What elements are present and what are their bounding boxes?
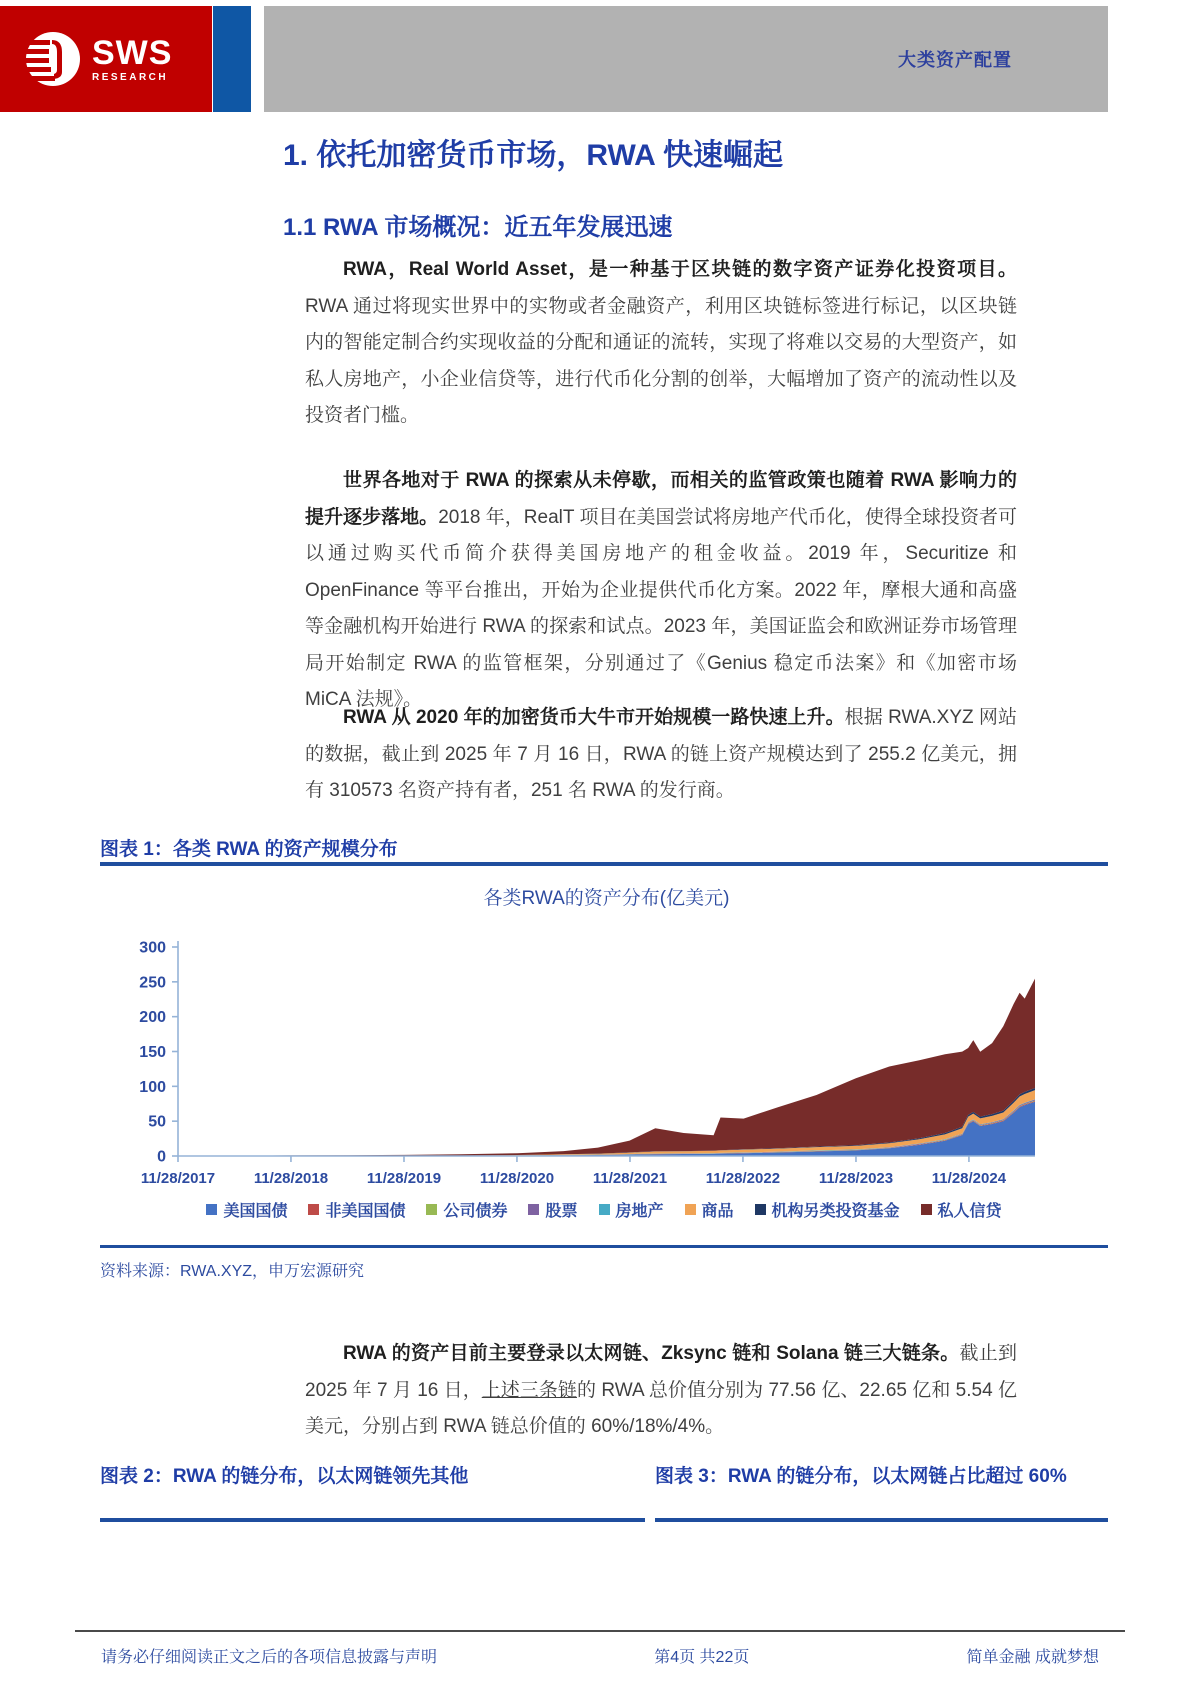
legend-swatch <box>599 1204 610 1215</box>
figure3-caption: 图表 3：RWA 的链分布，以太网链占比超过 60% <box>655 1466 1067 1487</box>
x-tick-label: 11/28/2019 <box>366 1170 442 1187</box>
footer-slogan: 简单金融 成就梦想 <box>966 1649 1099 1666</box>
paragraph-lead-bold: RWA 的资产目前主要登录以太网链、Zksync 链和 Solana 链三大链条。 <box>343 1343 960 1364</box>
footer-page-number: 第4页 共22页 <box>654 1649 750 1666</box>
legend-item-4 <box>599 1198 664 1221</box>
legend-label: 美国国债 <box>223 1203 288 1220</box>
y-tick-label: 200 <box>139 1009 166 1027</box>
legend-swatch <box>685 1204 696 1215</box>
figure1-caption: 图表 1：各类 RWA 的资产规模分布 <box>100 839 398 860</box>
legend-item-1 <box>308 1198 405 1221</box>
paragraph-lead-bold: RWA，Real World Asset，是一种基于区块链的数字资产证券化投资项目。 <box>343 259 1017 280</box>
figure1-bottom-rule <box>100 1245 1108 1248</box>
figure1-caption-rule <box>100 862 1108 866</box>
paragraph-regulation-history <box>305 463 1017 719</box>
sws-logo <box>22 28 172 90</box>
legend-swatch <box>206 1204 217 1215</box>
legend-label: 机构另类投资基金 <box>771 1203 900 1220</box>
x-tick-label: 11/28/2023 <box>818 1170 894 1187</box>
paragraph-lead-bold: 世界各地对于 RWA 的探索从未停歇，而相关的监管政策也随着 RWA 影响力的提升逐步落地。 <box>305 470 1017 528</box>
footer <box>75 1644 1125 1667</box>
legend-item-5 <box>685 1198 734 1221</box>
y-tick-label: 0 <box>157 1148 166 1166</box>
sws-logo-icon <box>22 28 84 90</box>
legend-item-0 <box>206 1198 287 1221</box>
legend-label: 商品 <box>701 1203 734 1220</box>
x-tick-label: 11/28/2022 <box>705 1170 781 1187</box>
paragraph-rwa-definition <box>305 252 1017 435</box>
legend-label: 房地产 <box>615 1203 664 1220</box>
paragraph-body-text: 截止到 2025 年 7 月 16 日， <box>305 1343 1017 1401</box>
footer-disclaimer: 请务必仔细阅读正文之后的各项信息披露与声明 <box>101 1649 438 1666</box>
paragraph-lead-bold: RWA 从 2020 年的加密货币大牛市开始规模一路快速上升。 <box>343 707 845 728</box>
x-tick-label: 11/28/2018 <box>253 1170 329 1187</box>
legend-item-7 <box>921 1198 1002 1221</box>
x-tick-label: 11/28/2021 <box>592 1170 668 1187</box>
legend-swatch <box>426 1204 437 1215</box>
underlined-phrase: 上述三条链 <box>481 1379 577 1401</box>
logo-text-block <box>92 33 173 83</box>
legend-label: 非美国国债 <box>325 1203 406 1220</box>
section-title: 1. 依托加密货币市场，RWA 快速崛起 <box>283 139 784 172</box>
legend-item-3 <box>528 1198 577 1221</box>
chart-title: 各类RWA的资产分布(亿美元) <box>483 888 730 909</box>
y-tick-label: 300 <box>139 939 166 957</box>
figure1-source: 资料来源：RWA.XYZ，申万宏源研究 <box>100 1263 365 1280</box>
logo-block <box>0 6 212 112</box>
y-tick-label: 100 <box>139 1078 166 1096</box>
legend-swatch <box>528 1204 539 1215</box>
footer-rule <box>75 1630 1125 1632</box>
header-bar <box>264 6 1108 112</box>
y-tick-label: 250 <box>139 974 166 992</box>
logo-sws-text: SWS <box>92 33 173 72</box>
y-tick-label: 50 <box>148 1113 166 1131</box>
paragraph-chain-distribution <box>305 1336 1017 1446</box>
paragraph-market-scale <box>305 700 1017 810</box>
x-tick-label: 11/28/2017 <box>140 1170 216 1187</box>
legend-label: 私人信贷 <box>937 1203 1002 1220</box>
legend-swatch <box>921 1204 932 1215</box>
report-topic: 大类资产配置 <box>898 50 1012 70</box>
legend-swatch <box>308 1204 319 1215</box>
subsection-title: 1.1 RWA 市场概况：近五年发展迅速 <box>283 214 673 241</box>
paragraph-body-text: 的 RWA 总价值分别为 77.56 亿、22.65 亿和 5.54 亿美元，分别占到 RWA 链总价值的 60%/18%/4%。 <box>305 1379 1017 1437</box>
legend-item-2 <box>426 1198 507 1221</box>
chart-legend <box>100 1198 1108 1221</box>
legend-item-6 <box>755 1198 900 1221</box>
header-blue-stripe <box>213 6 251 112</box>
paragraph-body-text: RWA 通过将现实世界中的实物或者金融资产，利用区块链标签进行标记，以区块链内的智能定制合约实现收益的分配和通证的流转，实现了将难以交易的大型资产，如私人房地产，小企业信贷等，进行代币化分割的创举，大幅增加了资产的流动性以及投资者门槛。 <box>305 295 1017 426</box>
logo-research-text: RESEARCH <box>92 71 169 83</box>
legend-swatch <box>755 1204 766 1215</box>
legend-label: 公司债券 <box>443 1203 508 1220</box>
legend-label: 股票 <box>545 1203 578 1220</box>
y-tick-label: 150 <box>139 1044 166 1061</box>
paragraph-body-text: 根据 RWA.XYZ 网站的数据，截止到 2025 年 7 月 16 日，RWA 的链上资产规模达到了 255.2 亿美元，拥有 310573 名资产持有者，251 名 RWA 的发行商。 <box>305 707 1017 801</box>
figure2-caption-rule <box>100 1518 645 1522</box>
x-tick-label: 11/28/2024 <box>931 1170 1007 1187</box>
figure3-caption-rule <box>655 1518 1108 1522</box>
figure2-caption: 图表 2：RWA 的链分布，以太网链领先其他 <box>100 1466 469 1487</box>
rwa-stacked-area-chart <box>100 868 1108 1192</box>
x-tick-label: 11/28/2020 <box>479 1170 555 1187</box>
area-series-7 <box>178 979 1035 1156</box>
paragraph-body-text: 2018 年，RealT 项目在美国尝试将房地产代币化，使得全球投资者可以通过购买代币简介获得美国房地产的租金收益。2019 年，Securitize 和 OpenFinance 等平台推出，开始为企业提供代币化方案。2022 年，摩根大通和高盛等金融机构开始进行 RWA 的探索和试点。2023 年，美国证监会和欧洲证券市场管理局开始制定 RWA 的监管框架，分别通过了《Genius 稳定币法案》和《加密市场 MiCA 法规》。 <box>305 506 1017 710</box>
